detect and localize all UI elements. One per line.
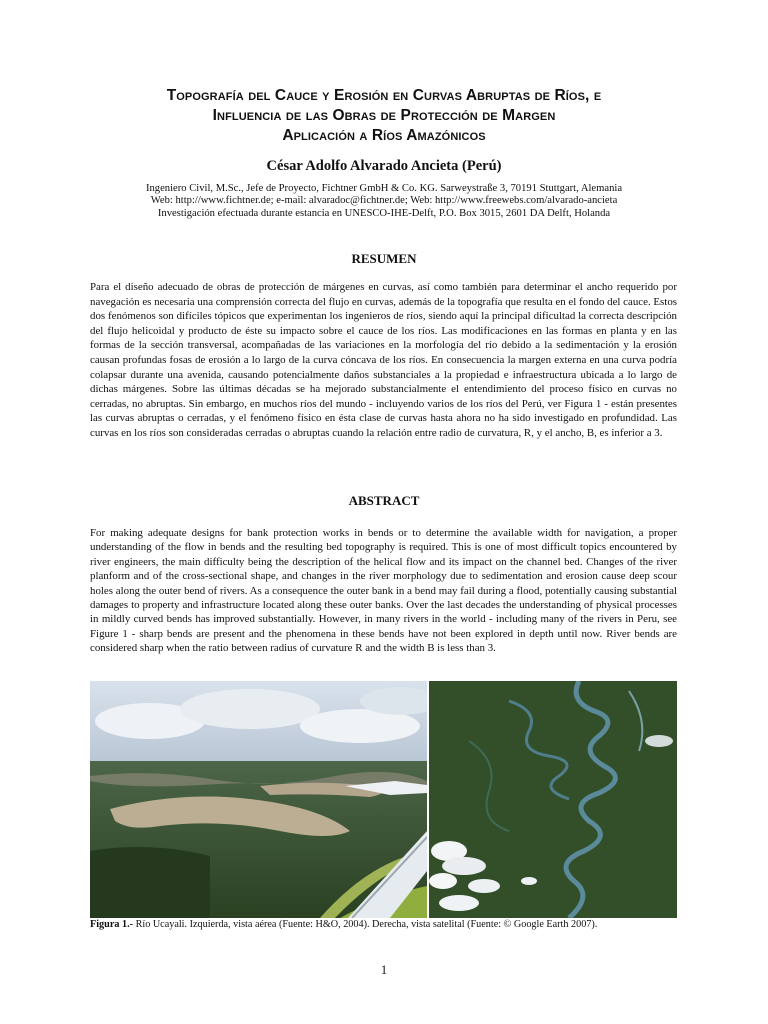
figure-label: Figura 1.-: [90, 919, 134, 930]
resumen-heading: RESUMEN: [351, 251, 417, 266]
abstract-heading: ABSTRACT: [348, 493, 420, 508]
author-affiliation: [60, 183, 708, 220]
affiliation-line-1: Ingeniero Civil, M.Sc., Jefe de Proyecto, Fichtner GmbH & Co. KG. Sarweystraße 3, 70191 Stuttgart, Alemania: [145, 183, 623, 194]
affiliation-line-2: Web: http://www.fichtner.de; e-mail: alvaradoc@fichtner.de; Web: http://www.freewebs.com/alvarado-ancieta: [150, 195, 618, 207]
resumen-text: Para el diseño adecuado de obras de protección de márgenes en curvas, así como también para determinar el ancho requerido por navegación es necesaria una comprensión correcta del flujo en curvas, además de la topografía que resulta en el fondo del cauce. Estos dos fenómenos son difíciles tópicos que experimentan los ingenieros de ríos, siendo aquí la principal dificultad la correcta descripción del flujo helicoidal y producto de éste su impacto sobre el cauce de los ríos. Las modificaciones en las formas en planta y en las formas de la sección transversal, acompañadas de las variaciones en la morfología del río debido a la sedimentación y la erosión causan profundas fosas de erosión a lo largo de la curva cóncava de los ríos. En consecuencia la margen externa en una curva podría colapsar durante una avenida, causando potencialmente daños substanciales a la propiedad e infraestructura ubicada a lo largo de dichas márgenes. Sobre las últimas décadas se ha mejorado substancialmente el entendimiento del proceso físico en curvas no cerradas, no abruptas. Sin embargo, en muchos ríos del mundo - incluyendo varios de los ríos del Perú, ver Figura 1 - están presentes las curvas abruptas o cerradas, y el fenómeno físico en ésta clase de curvas hasta ahora no ha sido investigado en profundidad. Las curvas en los ríos son consideradas cerradas o abruptas cuando la relación entre radio de curvatura, R, y el ancho, B, es inferior a 3.: [90, 281, 677, 439]
figure-caption-text: Río Ucayali. Izquierda, vista aérea (Fuente: H&O, 2004). Derecha, vista satelital (Fuente: © Google Earth 2007).: [133, 919, 598, 930]
author-name: César Adolfo Alvarado Ancieta (Perú): [266, 158, 502, 174]
aerial-photo: [90, 681, 427, 918]
title-line-3: Aplicación a Ríos Amazónicos: [282, 127, 486, 144]
affiliation-line-3: Investigación efectuada durante estancia en UNESCO-IHE-Delft, P.O. Box 3015, 2601 DA Delft, Holanda: [157, 207, 611, 219]
satellite-photo: [429, 681, 677, 918]
page-number: 1: [380, 963, 388, 977]
figure-caption: [90, 919, 690, 930]
title-line-2: Influencia de las Obras de Protección de Margen: [212, 107, 556, 124]
title-line-1: Topografía del Cauce y Erosión en Curvas Abruptas de Ríos, e: [166, 87, 602, 104]
abstract-text: For making adequate designs for bank protection works in bends or to determine the available width for navigation, a proper understanding of the flow in bends and the resulting bed topography is required. This is one of most difficult topics encountered by river engineers, the main difficulty being the description of the helical flow and its impact on the channel bed. Changes of the river planform and of the cross-sectional shape, and changes in the river morphology due to sedimentation and erosion cause deep scour holes along the outer bend of rivers. As a consequence the outer bank in a bend may fail during a flood, potentially causing substantial damages to property and infrastructure located along these outer banks. Over the last decades the understanding of physical processes in mildly curved bends has improved substantially. However, in many rivers in the world - including many of the rivers in Peru, see Figure 1 - sharp bends are present and the phenomena in these bends have not been explored in depth until now. River bends are considered sharp when the ratio between radius of curvature R and the width B is less than 3.: [90, 527, 677, 655]
paper-title: [60, 86, 708, 146]
